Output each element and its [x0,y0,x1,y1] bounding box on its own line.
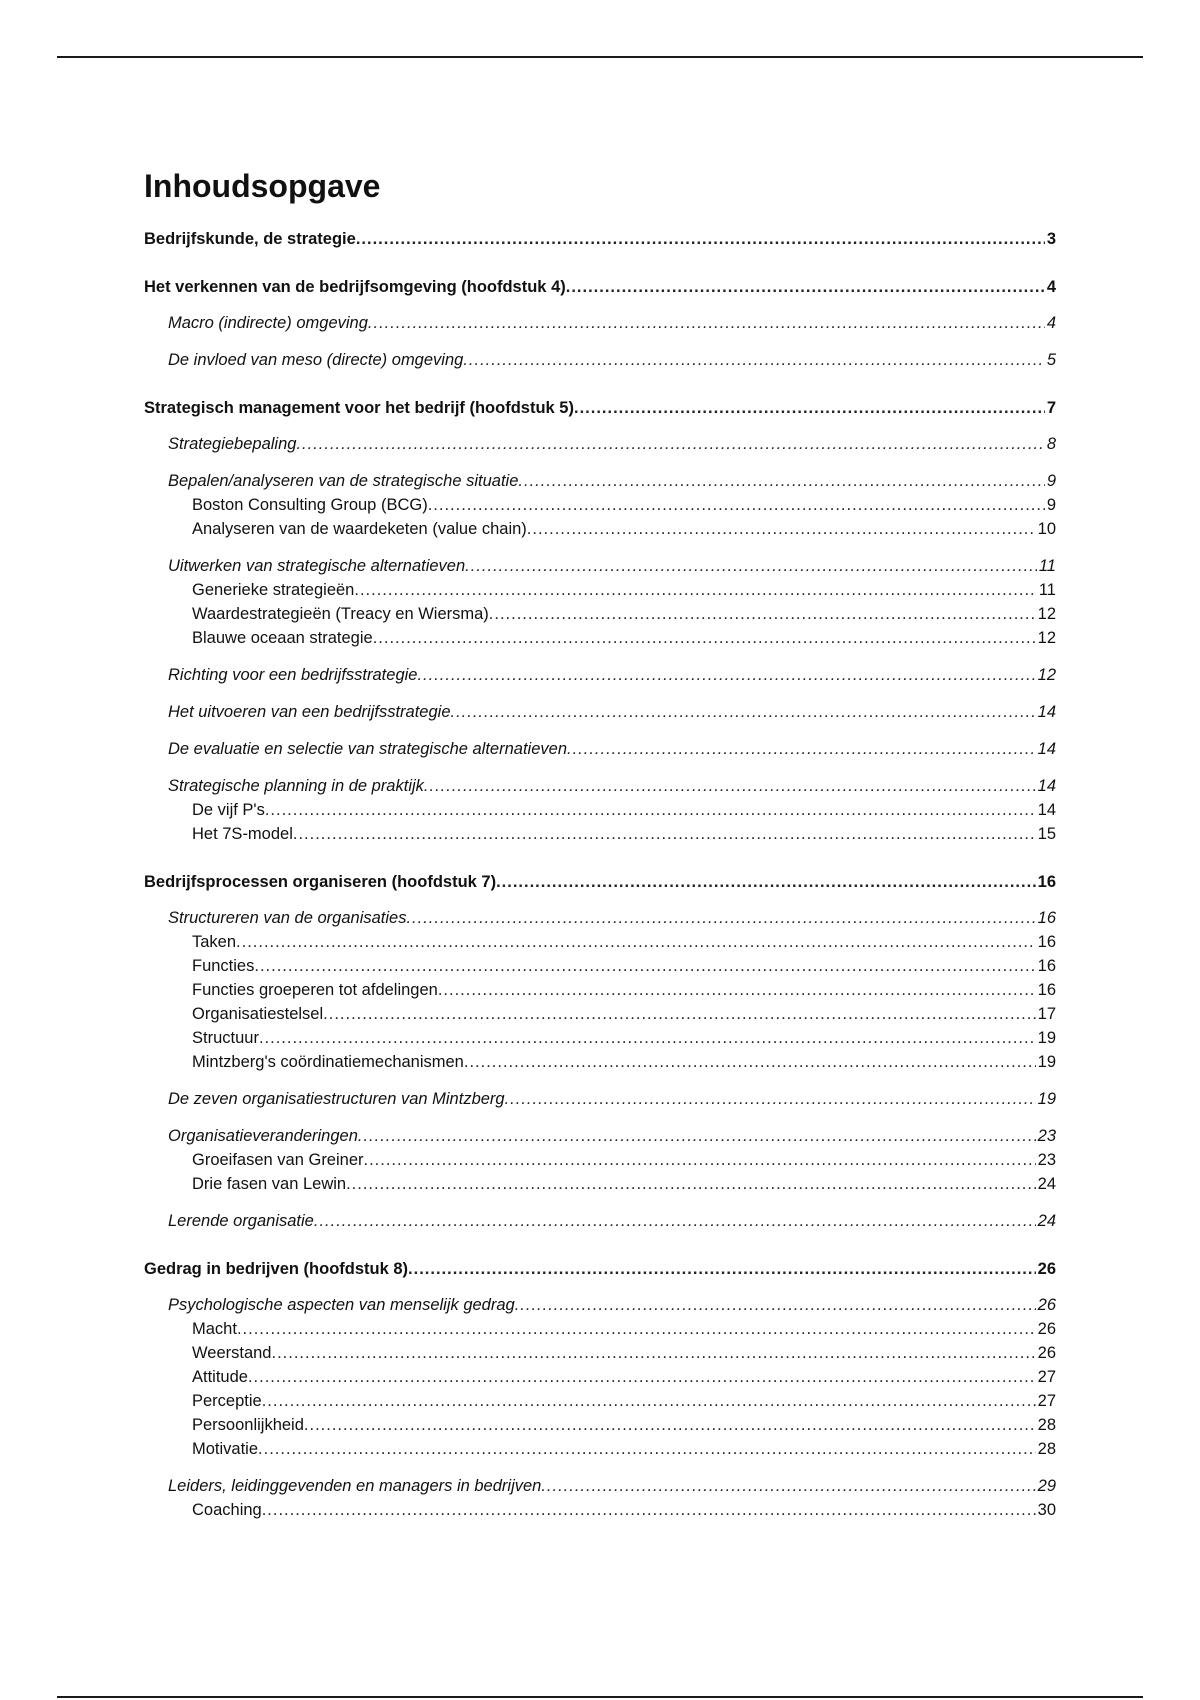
toc-entry-page-number: 3 [1046,230,1056,248]
dot-leader [293,822,1036,846]
toc-entry-page-number: 12 [1037,629,1056,647]
toc-entry-title: Bedrijfsprocessen organiseren (hoofdstuk 7) [144,873,497,891]
toc-entry-title: Waardestrategieën (Treacy en Wiersma) [192,605,489,623]
toc-entry[interactable] [144,1317,1056,1341]
toc-heading: Inhoudsopgave [144,168,381,204]
dot-leader [356,227,1045,251]
dot-leader [424,774,1036,798]
toc-entry-title: Functies groeperen tot afdelingen [192,981,438,999]
dot-leader [438,978,1036,1002]
toc-entry-title: Macht [192,1320,237,1338]
toc-entry[interactable] [144,517,1056,541]
toc-entry-title: Uitwerken van strategische alternatieven [168,557,466,575]
dot-leader [354,578,1037,602]
dot-leader [463,348,1045,372]
toc-entry-page-number: 16 [1037,957,1056,975]
toc-entry-title: Strategiebepaling [168,435,297,453]
toc-entry-page-number: 9 [1046,472,1056,490]
toc-entry-title: Structuur [192,1029,259,1047]
toc-entry-page-number: 27 [1037,1392,1056,1410]
dot-leader [262,1498,1036,1522]
toc-entry-page-number: 16 [1037,873,1056,891]
toc-entry-title: Structureren van de organisaties [168,909,407,927]
toc-entry-title: Mintzberg's coördinatiemechanismen [192,1053,464,1071]
toc-entry[interactable] [144,1474,1056,1498]
dot-leader [541,1474,1035,1498]
dot-leader [296,432,1044,456]
toc-entry[interactable] [144,1365,1056,1389]
toc-entry-page-number: 4 [1046,314,1056,332]
toc-entry-title: Bedrijfskunde, de strategie [144,230,356,248]
toc-entry-page-number: 16 [1037,981,1056,999]
toc-entry[interactable] [144,1389,1056,1413]
toc-entry-title: De invloed van meso (directe) omgeving [168,351,464,369]
toc-entry-title: Leiders, leidinggevenden en managers in bedrijven [168,1477,542,1495]
toc-entry[interactable] [144,663,1056,687]
dot-leader [265,798,1036,822]
toc-entry[interactable] [144,798,1056,822]
toc-entry-page-number: 16 [1037,909,1056,927]
toc-entry-title: Weerstand [192,1344,272,1362]
toc-entry-title: Generieke strategieën [192,581,355,599]
toc-entry[interactable] [144,554,1056,578]
toc-entry-page-number: 14 [1037,777,1056,795]
dot-leader [236,930,1036,954]
dot-leader [237,1317,1036,1341]
toc-entry-page-number: 26 [1037,1344,1056,1362]
toc-entry-page-number: 26 [1037,1260,1056,1278]
toc-entry[interactable] [144,930,1056,954]
toc-entry[interactable] [144,1413,1056,1437]
toc-entry-page-number: 19 [1037,1053,1056,1071]
toc-entry-page-number: 26 [1037,1320,1056,1338]
dot-leader [254,954,1035,978]
toc-entry-page-number: 14 [1037,703,1056,721]
toc-entry[interactable] [144,700,1056,724]
toc-entry-title: Motivatie [192,1440,259,1458]
toc-entry[interactable] [144,978,1056,1002]
toc-entry[interactable] [144,1498,1056,1522]
toc-entry[interactable] [144,1341,1056,1365]
toc-entry-page-number: 4 [1046,278,1056,296]
toc-entry-title: Het 7S-model [192,825,293,843]
toc-entry-page-number: 19 [1037,1029,1056,1047]
toc-entry-page-number: 24 [1037,1175,1056,1193]
toc-entry[interactable] [144,737,1056,761]
toc-entry-title: Perceptie [192,1392,262,1410]
dot-leader [358,1124,1036,1148]
toc-entry-page-number: 29 [1037,1477,1056,1495]
toc-entry-title: Boston Consulting Group (BCG) [192,496,428,514]
toc-entry[interactable] [144,469,1056,493]
dot-leader [323,1002,1035,1026]
toc-entry-page-number: 15 [1037,825,1056,843]
dot-leader [262,1389,1036,1413]
toc-entry-page-number: 11 [1038,581,1056,599]
toc-entry[interactable] [144,1172,1056,1196]
toc-entry-title: Analyseren van de waardeketen (value chain) [192,520,527,538]
toc-entry-page-number: 26 [1037,1296,1056,1314]
toc-entry-title: Organisatieveranderingen [168,1127,358,1145]
toc-entry[interactable] [144,870,1056,894]
toc-entry-title: Groeifasen van Greiner [192,1151,364,1169]
toc-entry-title: Attitude [192,1368,248,1386]
dot-leader [527,517,1036,541]
toc-entry[interactable] [144,1050,1056,1074]
dot-leader [272,1341,1036,1365]
dot-leader [248,1365,1036,1389]
header-rule [57,56,1143,58]
toc-entry-title: Gedrag in bedrijven (hoofdstuk 8) [144,1260,409,1278]
table-of-contents [144,227,1056,1522]
toc-entry[interactable] [144,1209,1056,1233]
dot-leader [451,700,1036,724]
dot-leader [368,311,1045,335]
footer-rule [57,1696,1143,1698]
toc-entry-title: Macro (indirecte) omgeving [168,314,368,332]
toc-entry-title: Drie fasen van Lewin [192,1175,347,1193]
dot-leader [464,1050,1036,1074]
dot-leader [346,1172,1036,1196]
toc-entry-page-number: 10 [1037,520,1056,538]
toc-entry-page-number: 5 [1046,351,1056,369]
toc-entry[interactable] [144,348,1056,372]
dot-leader [489,602,1036,626]
toc-entry-page-number: 16 [1037,933,1056,951]
toc-entry-title: Organisatiestelsel [192,1005,324,1023]
document-page [144,164,1056,1522]
toc-entry[interactable] [144,1087,1056,1111]
toc-entry[interactable] [144,774,1056,798]
toc-entry[interactable] [144,432,1056,456]
dot-leader [428,493,1045,517]
toc-entry-page-number: 17 [1037,1005,1056,1023]
toc-entry[interactable] [144,1437,1056,1461]
toc-entry-title: Strategisch management voor het bedrijf (hoofdstuk 5) [144,399,574,417]
toc-entry[interactable] [144,954,1056,978]
toc-entry-title: Bepalen/analyseren van de strategische situatie [168,472,519,490]
toc-entry-title: De zeven organisatiestructuren van Mintzberg [168,1090,505,1108]
toc-entry[interactable] [144,1002,1056,1026]
dot-leader [505,1087,1036,1111]
toc-entry-title: Blauwe oceaan strategie [192,629,373,647]
toc-entry-title: Richting voor een bedrijfsstrategie [168,666,418,684]
toc-entry-page-number: 14 [1037,740,1056,758]
toc-entry-title: Het uitvoeren van een bedrijfsstrategie [168,703,451,721]
toc-entry-title: Persoonlijkheid [192,1416,304,1434]
toc-entry-title: Lerende organisatie [168,1212,314,1230]
toc-entry[interactable] [144,602,1056,626]
dot-leader [465,554,1037,578]
toc-entry-page-number: 12 [1037,605,1056,623]
dot-leader [417,663,1035,687]
toc-entry-page-number: 12 [1037,666,1056,684]
toc-entry[interactable] [144,1293,1056,1317]
toc-entry[interactable] [144,227,1056,251]
toc-entry-page-number: 30 [1037,1501,1056,1519]
toc-entry[interactable] [144,1026,1056,1050]
toc-entry-title: Functies [192,957,255,975]
toc-entry-page-number: 7 [1046,399,1056,417]
toc-entry[interactable] [144,275,1056,299]
toc-entry-title: De vijf P's [192,801,265,819]
dot-leader [574,396,1045,420]
toc-entry[interactable] [144,311,1056,335]
toc-entry-page-number: 27 [1037,1368,1056,1386]
dot-leader [364,1148,1036,1172]
toc-entry-title: Taken [192,933,237,951]
dot-leader [496,870,1036,894]
toc-entry[interactable] [144,493,1056,517]
dot-leader [515,1293,1036,1317]
toc-entry-title: Het verkennen van de bedrijfsomgeving (hoofdstuk 4) [144,278,566,296]
dot-leader [566,275,1045,299]
toc-entry[interactable] [144,1148,1056,1172]
toc-entry[interactable] [144,822,1056,846]
toc-entry-page-number: 23 [1037,1127,1056,1145]
toc-entry-page-number: 24 [1037,1212,1056,1230]
dot-leader [314,1209,1036,1233]
dot-leader [408,1257,1036,1281]
toc-entry-page-number: 28 [1037,1440,1056,1458]
toc-entry-page-number: 14 [1037,801,1056,819]
toc-entry[interactable] [144,626,1056,650]
dot-leader [259,1026,1036,1050]
toc-entry-page-number: 19 [1037,1090,1056,1108]
toc-entry-page-number: 28 [1037,1416,1056,1434]
toc-entry-page-number: 9 [1046,496,1056,514]
toc-entry[interactable] [144,578,1056,602]
dot-leader [304,1413,1036,1437]
toc-entry-page-number: 23 [1037,1151,1056,1169]
dot-leader [258,1437,1036,1461]
toc-entry[interactable] [144,1257,1056,1281]
toc-entry-title: Psychologische aspecten van menselijk gedrag [168,1296,515,1314]
dot-leader [567,737,1036,761]
toc-entry-title: De evaluatie en selectie van strategische alternatieven [168,740,567,758]
toc-entry[interactable] [144,906,1056,930]
dot-leader [518,469,1044,493]
toc-entry-title: Coaching [192,1501,262,1519]
toc-entry[interactable] [144,1124,1056,1148]
dot-leader [406,906,1035,930]
toc-entry-title: Strategische planning in de praktijk [168,777,424,795]
toc-entry[interactable] [144,396,1056,420]
toc-entry-page-number: 8 [1046,435,1056,453]
dot-leader [373,626,1036,650]
toc-entry-page-number: 11 [1038,557,1056,575]
